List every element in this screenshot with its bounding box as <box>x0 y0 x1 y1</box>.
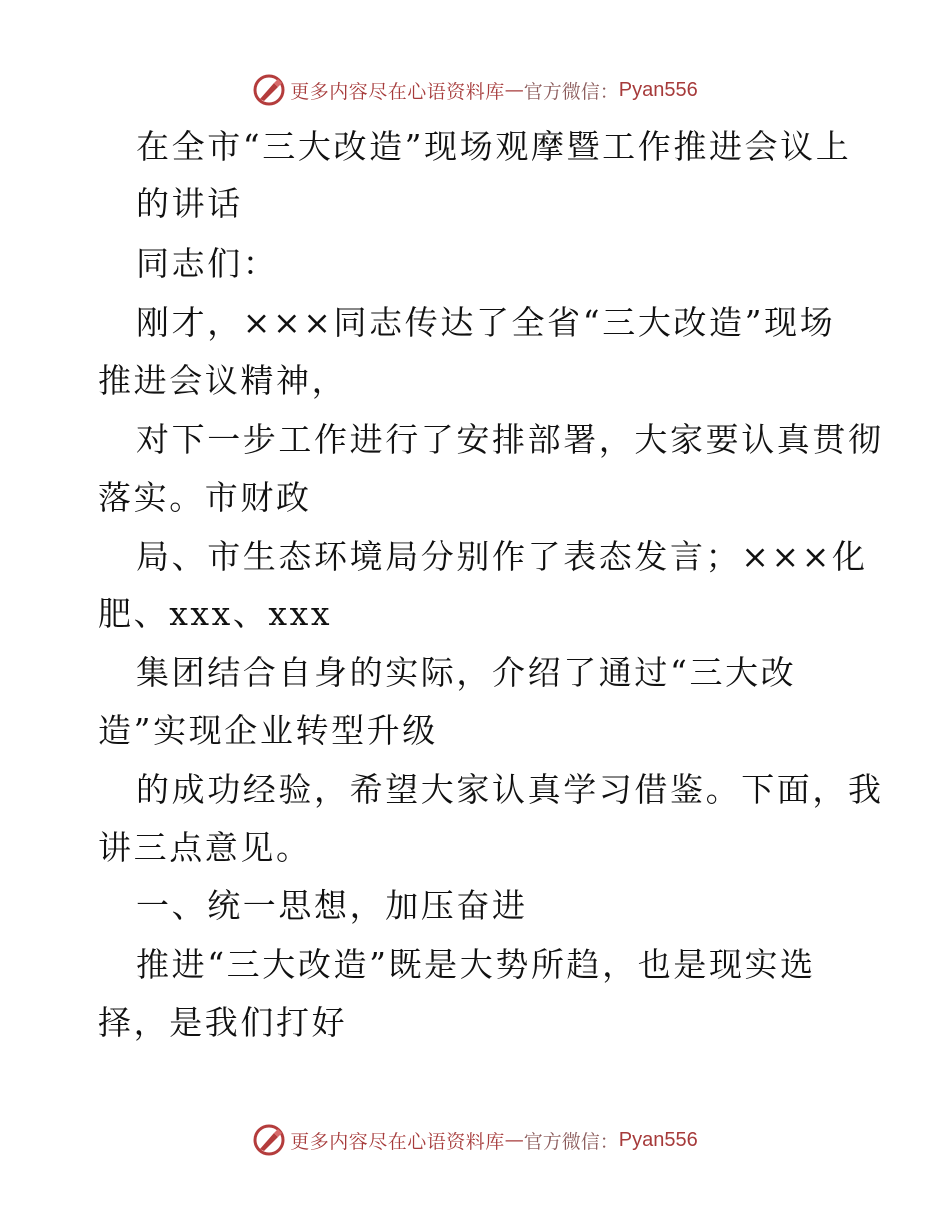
banner-wechat-label: 官方微信： <box>523 1130 619 1153</box>
banner-separator: — <box>504 79 524 101</box>
banner-wechat-id: Pyan556 <box>618 78 698 101</box>
title-line-2: 的讲话 <box>136 184 243 223</box>
paragraph-line: 集团结合自身的实际，介绍了通过“三大改 <box>136 653 797 692</box>
paragraph-line: 择，是我们打好 <box>98 1003 348 1042</box>
paragraph-line: 造”实现企业转型升级 <box>98 711 438 750</box>
paragraph-line: 局、市生态环境局分别作了表态发言；×××化 <box>136 537 868 576</box>
paragraph-line: 推进“三大改造”既是大势所趋，也是现实选 <box>136 945 816 984</box>
paragraph-line: 讲三点意见。 <box>98 828 312 867</box>
paragraph-line: 对下一步工作进行了安排部署，大家要认真贯彻 <box>136 420 884 459</box>
section-heading: 一、统一思想，加压奋进 <box>136 886 528 925</box>
banner-separator: — <box>504 1129 524 1151</box>
salutation: 同志们： <box>136 244 279 283</box>
banner-wechat-label: 官方微信： <box>523 80 619 103</box>
paragraph-line: 刚才，×××同志传达了全省“三大改造”现场 <box>136 303 836 342</box>
paragraph-line: 落实。市财政 <box>98 478 312 517</box>
banner-wechat-id: Pyan556 <box>618 1128 698 1151</box>
header-banner <box>0 70 950 110</box>
title-line-1: 在全市“三大改造”现场观摩暨工作推进会议上 <box>136 127 852 166</box>
paragraph-line: 肥、xxx、xxx <box>98 594 333 633</box>
footer-banner <box>0 1120 950 1160</box>
banner-text: 更多内容尽在心语资料库 <box>290 1130 505 1153</box>
pen-logo-icon <box>252 73 286 107</box>
paragraph-line: 的成功经验，希望大家认真学习借鉴。下面，我 <box>136 770 884 809</box>
banner-text: 更多内容尽在心语资料库 <box>290 80 505 103</box>
paragraph-line: 推进会议精神， <box>98 361 348 400</box>
pen-logo-icon <box>252 1123 286 1157</box>
